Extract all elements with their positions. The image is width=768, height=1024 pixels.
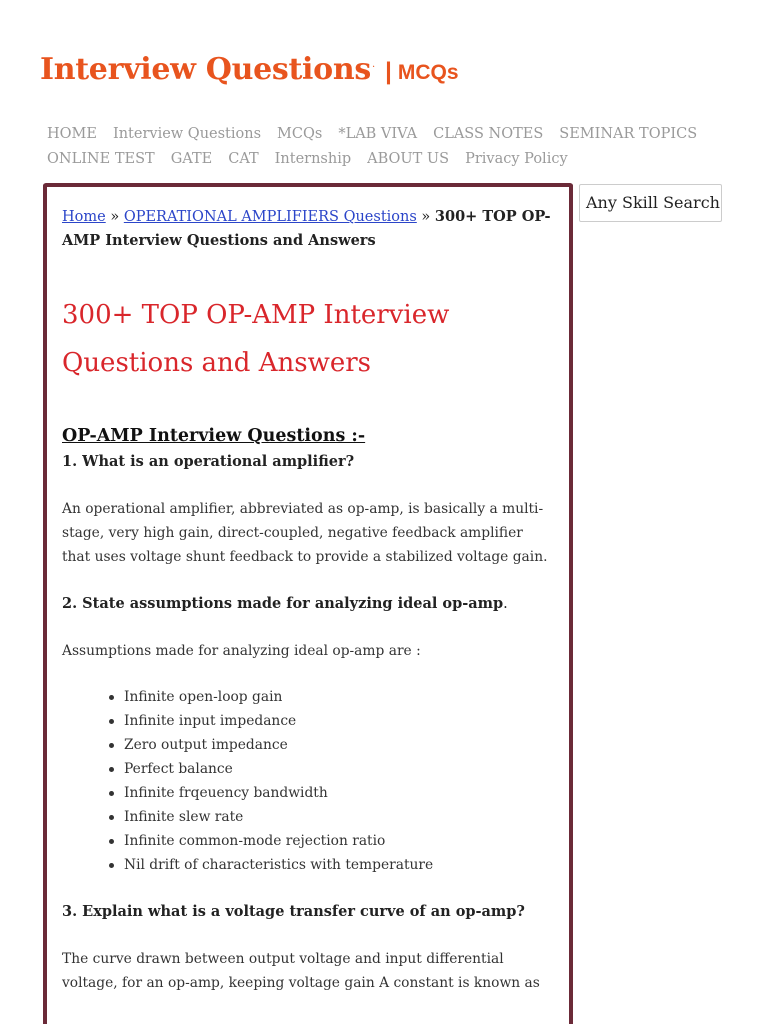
site-title-dot: . — [371, 59, 376, 70]
breadcrumb-separator: » — [105, 209, 124, 225]
breadcrumb — [62, 205, 552, 253]
article-container — [43, 183, 573, 1024]
question-1: 1. What is an operational amplifier? — [62, 453, 355, 470]
site-title-link[interactable]: Interview Questions — [40, 52, 371, 87]
nav-item-internship[interactable]: Internship — [274, 150, 352, 167]
breadcrumb-home-link[interactable]: Home — [62, 209, 106, 225]
nav-item-cat[interactable]: CAT — [228, 150, 259, 167]
nav-row-1 — [47, 121, 747, 146]
nav-item-seminar-topics[interactable]: SEMINAR TOPICS — [559, 125, 698, 142]
section-heading: OP-AMP Interview Questions :- — [62, 426, 366, 446]
nav-item-about-us[interactable]: ABOUT US — [367, 150, 450, 167]
site-tagline: MCQs — [397, 61, 459, 84]
breadcrumb-category-link[interactable]: OPERATIONAL AMPLIFIERS Questions — [123, 209, 417, 225]
answer-3: The curve drawn between output voltage and input differential voltage, for an op-amp, keeping voltage gain A constant is known as — [62, 951, 540, 991]
nav-item-class-notes[interactable]: CLASS NOTES — [433, 125, 544, 142]
list-item: Zero output impedance — [124, 733, 552, 757]
list-item: Infinite frqeuency bandwidth — [124, 781, 552, 805]
header-divider: | — [385, 58, 392, 85]
list-item: Perfect balance — [124, 757, 552, 781]
nav-item-online-test[interactable]: ONLINE TEST — [47, 150, 155, 167]
nav-row-2 — [47, 146, 747, 171]
question-3: 3. Explain what is a voltage transfer curve of an op-amp? — [62, 903, 525, 920]
answer-1: An operational amplifier, abbreviated as op-amp, is basically a multi-stage, very high gain, direct-coupled, negative feedback amplifier that uses voltage shunt feedback to provide a stabilized voltage gain. — [62, 501, 548, 565]
question-2 — [62, 593, 552, 615]
answer-2-intro: Assumptions made for analyzing ideal op-amp are : — [62, 643, 421, 659]
nav-item-gate[interactable]: GATE — [170, 150, 213, 167]
nav-item-mcqs[interactable]: MCQs — [277, 125, 323, 142]
main-nav — [47, 121, 747, 171]
question-2-suffix: . — [503, 596, 508, 612]
list-item: Infinite open-loop gain — [124, 685, 552, 709]
list-item: Infinite slew rate — [124, 805, 552, 829]
question-2-text: 2. State assumptions made for analyzing ideal op-amp — [62, 595, 504, 612]
nav-item-lab-viva[interactable]: *LAB VIVA — [338, 125, 418, 142]
assumptions-list — [62, 685, 552, 877]
list-item: Nil drift of characteristics with temperature — [124, 853, 552, 877]
nav-item-home[interactable]: HOME — [47, 125, 97, 142]
list-item: Infinite common-mode rejection ratio — [124, 829, 552, 853]
page-title: 300+ TOP OP-AMP Interview Questions and Answers — [62, 300, 450, 378]
article-body — [62, 205, 552, 995]
breadcrumb-separator: » — [416, 209, 435, 225]
list-item: Infinite input impedance — [124, 709, 552, 733]
site-header — [40, 52, 459, 87]
nav-item-privacy-policy[interactable]: Privacy Policy — [465, 150, 568, 167]
search-input[interactable]: Any Skill Search — [579, 184, 722, 222]
nav-item-interview-questions[interactable]: Interview Questions — [112, 125, 262, 142]
breadcrumb-current: 300+ TOP OP-AMP Interview Questions and Answers — [62, 208, 551, 249]
